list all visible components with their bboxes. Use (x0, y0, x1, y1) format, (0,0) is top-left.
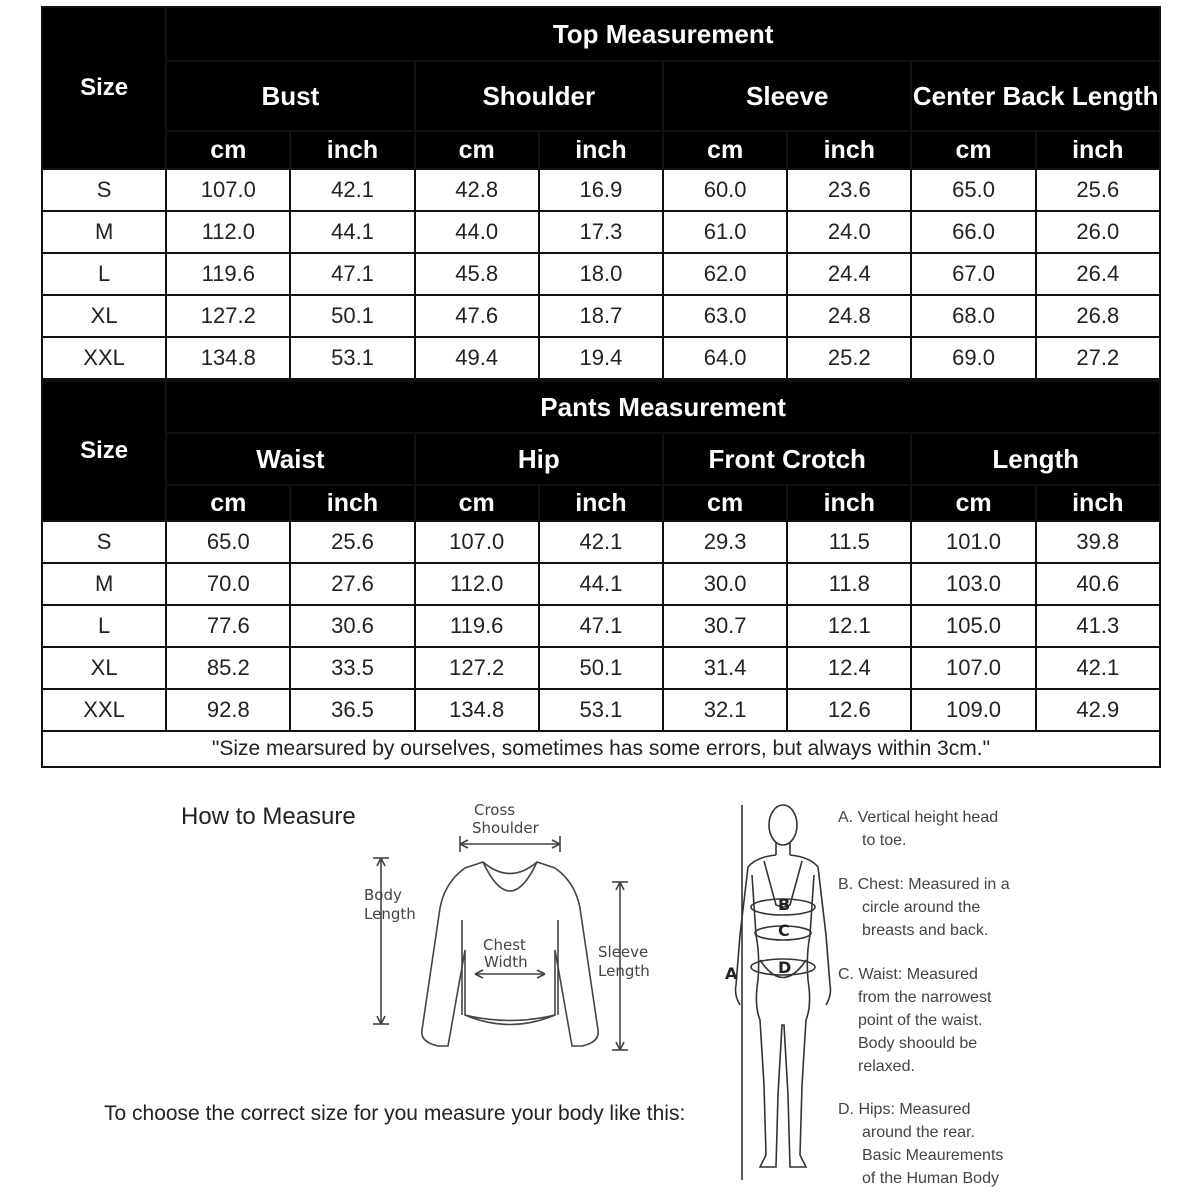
note-c-line: point of the waist. (858, 1012, 983, 1029)
value-cell: 42.1 (1036, 647, 1160, 689)
value-cell: 40.6 (1036, 563, 1160, 605)
note-b-line: circle around the (862, 899, 981, 916)
marker-d: D (778, 958, 792, 977)
unit-inch: inch (539, 131, 663, 169)
value-cell: 44.1 (290, 211, 414, 253)
unit-cm: cm (415, 485, 539, 521)
value-cell: 26.8 (1036, 295, 1160, 337)
value-cell: 41.3 (1036, 605, 1160, 647)
value-cell: 47.6 (415, 295, 539, 337)
marker-b: B (778, 895, 791, 914)
measurement-note: "Size mearsured by ourselves, sometimes has some errors, but always within 3cm." (42, 731, 1160, 767)
value-cell: 65.0 (911, 169, 1035, 211)
unit-inch: inch (290, 131, 414, 169)
note-a-line: to toe. (862, 832, 907, 849)
note-a-line: A. Vertical height head (838, 809, 999, 826)
label-body-length: Length (364, 905, 416, 923)
value-cell: 33.5 (290, 647, 414, 689)
table-row (42, 605, 1160, 647)
value-cell: 45.8 (415, 253, 539, 295)
group-header-sleeve: Sleeve (663, 61, 911, 131)
value-cell: 107.0 (911, 647, 1035, 689)
unit-cm: cm (663, 485, 787, 521)
table-row (42, 647, 1160, 689)
value-cell: 12.4 (787, 647, 911, 689)
value-cell: 64.0 (663, 337, 787, 379)
value-cell: 26.0 (1036, 211, 1160, 253)
value-cell: 66.0 (911, 211, 1035, 253)
value-cell: 107.0 (166, 169, 290, 211)
value-cell: 19.4 (539, 337, 663, 379)
note-c (838, 963, 991, 1078)
size-header: Size (42, 7, 166, 169)
value-cell: 107.0 (415, 521, 539, 563)
unit-cm: cm (166, 131, 290, 169)
table-row (42, 689, 1160, 731)
note-b (838, 873, 1010, 942)
value-cell: 50.1 (539, 647, 663, 689)
value-cell: 67.0 (911, 253, 1035, 295)
group-header-length: Length (911, 433, 1160, 485)
group-header-waist: Waist (166, 433, 414, 485)
value-cell: 85.2 (166, 647, 290, 689)
value-cell: 16.9 (539, 169, 663, 211)
unit-inch: inch (1036, 131, 1160, 169)
note-c-line: Body shoould be (858, 1035, 978, 1052)
unit-cm: cm (166, 485, 290, 521)
label-width: Width (484, 953, 528, 971)
value-cell: 119.6 (166, 253, 290, 295)
value-cell: 62.0 (663, 253, 787, 295)
value-cell: 18.0 (539, 253, 663, 295)
value-cell: 42.8 (415, 169, 539, 211)
group-header-bust: Bust (166, 61, 414, 131)
value-cell: 47.1 (539, 605, 663, 647)
size-cell: XL (42, 295, 166, 337)
value-cell: 30.0 (663, 563, 787, 605)
value-cell: 25.2 (787, 337, 911, 379)
label-shoulder: Shoulder (472, 819, 539, 837)
size-cell: XXL (42, 689, 166, 731)
group-header-shoulder: Shoulder (415, 61, 663, 131)
instruction-text: To choose the correct size for you measure your body like this: (104, 1102, 686, 1125)
note-a (838, 806, 998, 852)
table-title: Pants Measurement (166, 381, 1160, 433)
value-cell: 32.1 (663, 689, 787, 731)
value-cell: 30.6 (290, 605, 414, 647)
value-cell: 29.3 (663, 521, 787, 563)
value-cell: 42.1 (539, 521, 663, 563)
value-cell: 68.0 (911, 295, 1035, 337)
note-c-line: C. Waist: Measured (838, 966, 978, 983)
note-d-line: Basic Meaurements (862, 1147, 1004, 1164)
value-cell: 36.5 (290, 689, 414, 731)
top-measurement-table (41, 6, 1161, 380)
size-cell: M (42, 211, 166, 253)
note-d (838, 1098, 1003, 1190)
value-cell: 105.0 (911, 605, 1035, 647)
unit-cm: cm (911, 131, 1035, 169)
value-cell: 30.7 (663, 605, 787, 647)
value-cell: 109.0 (911, 689, 1035, 731)
marker-a: A (725, 964, 738, 983)
note-d-line: D. Hips: Measured (838, 1101, 971, 1118)
size-cell: XL (42, 647, 166, 689)
size-cell: M (42, 563, 166, 605)
value-cell: 12.1 (787, 605, 911, 647)
note-d-line: around the rear. (862, 1124, 975, 1141)
shirt-diagram (350, 790, 670, 1070)
unit-cm: cm (663, 131, 787, 169)
value-cell: 42.9 (1036, 689, 1160, 731)
value-cell: 103.0 (911, 563, 1035, 605)
table-row (42, 253, 1160, 295)
value-cell: 25.6 (1036, 169, 1160, 211)
value-cell: 112.0 (415, 563, 539, 605)
unit-inch: inch (290, 485, 414, 521)
value-cell: 17.3 (539, 211, 663, 253)
value-cell: 24.0 (787, 211, 911, 253)
note-d-line: of the Human Body (862, 1170, 999, 1187)
unit-inch: inch (787, 131, 911, 169)
table-row (42, 337, 1160, 379)
table-title: Top Measurement (166, 7, 1160, 61)
value-cell: 44.0 (415, 211, 539, 253)
value-cell: 69.0 (911, 337, 1035, 379)
value-cell: 101.0 (911, 521, 1035, 563)
unit-inch: inch (787, 485, 911, 521)
value-cell: 42.1 (290, 169, 414, 211)
note-b-line: B. Chest: Measured in a (838, 876, 1010, 893)
size-cell: XXL (42, 337, 166, 379)
value-cell: 127.2 (415, 647, 539, 689)
table-row (42, 295, 1160, 337)
unit-cm: cm (911, 485, 1035, 521)
label-sleeve: Sleeve (598, 943, 649, 961)
table-row (42, 563, 1160, 605)
size-cell: L (42, 605, 166, 647)
note-c-line: relaxed. (858, 1058, 915, 1075)
value-cell: 47.1 (290, 253, 414, 295)
value-cell: 39.8 (1036, 521, 1160, 563)
value-cell: 23.6 (787, 169, 911, 211)
value-cell: 31.4 (663, 647, 787, 689)
value-cell: 50.1 (290, 295, 414, 337)
group-header-hip: Hip (415, 433, 663, 485)
label-body: Body (364, 886, 402, 904)
value-cell: 53.1 (290, 337, 414, 379)
value-cell: 65.0 (166, 521, 290, 563)
value-cell: 27.6 (290, 563, 414, 605)
body-figure-diagram (720, 795, 840, 1195)
value-cell: 77.6 (166, 605, 290, 647)
size-cell: L (42, 253, 166, 295)
table-row (42, 169, 1160, 211)
label-cross: Cross (474, 801, 516, 819)
value-cell: 44.1 (539, 563, 663, 605)
label-chest: Chest (483, 936, 526, 954)
how-to-measure-title: How to Measure (181, 803, 356, 830)
value-cell: 53.1 (539, 689, 663, 731)
value-cell: 70.0 (166, 563, 290, 605)
value-cell: 63.0 (663, 295, 787, 337)
size-header: Size (42, 381, 166, 521)
size-cell: S (42, 169, 166, 211)
size-cell: S (42, 521, 166, 563)
value-cell: 112.0 (166, 211, 290, 253)
value-cell: 12.6 (787, 689, 911, 731)
group-header-center-back-length: Center Back Length (911, 61, 1160, 131)
value-cell: 27.2 (1036, 337, 1160, 379)
value-cell: 92.8 (166, 689, 290, 731)
note-c-line: from the narrowest (858, 989, 992, 1006)
value-cell: 49.4 (415, 337, 539, 379)
value-cell: 61.0 (663, 211, 787, 253)
value-cell: 11.5 (787, 521, 911, 563)
marker-c: C (778, 921, 790, 940)
value-cell: 18.7 (539, 295, 663, 337)
note-b-line: breasts and back. (862, 922, 989, 939)
value-cell: 60.0 (663, 169, 787, 211)
value-cell: 11.8 (787, 563, 911, 605)
value-cell: 26.4 (1036, 253, 1160, 295)
table-row (42, 521, 1160, 563)
value-cell: 24.4 (787, 253, 911, 295)
value-cell: 127.2 (166, 295, 290, 337)
unit-inch: inch (1036, 485, 1160, 521)
pants-measurement-table (41, 380, 1161, 768)
value-cell: 119.6 (415, 605, 539, 647)
unit-inch: inch (539, 485, 663, 521)
value-cell: 24.8 (787, 295, 911, 337)
value-cell: 134.8 (415, 689, 539, 731)
unit-cm: cm (415, 131, 539, 169)
table-row (42, 211, 1160, 253)
group-header-front-crotch: Front Crotch (663, 433, 911, 485)
value-cell: 25.6 (290, 521, 414, 563)
value-cell: 134.8 (166, 337, 290, 379)
label-sleeve-length: Length (598, 962, 650, 980)
